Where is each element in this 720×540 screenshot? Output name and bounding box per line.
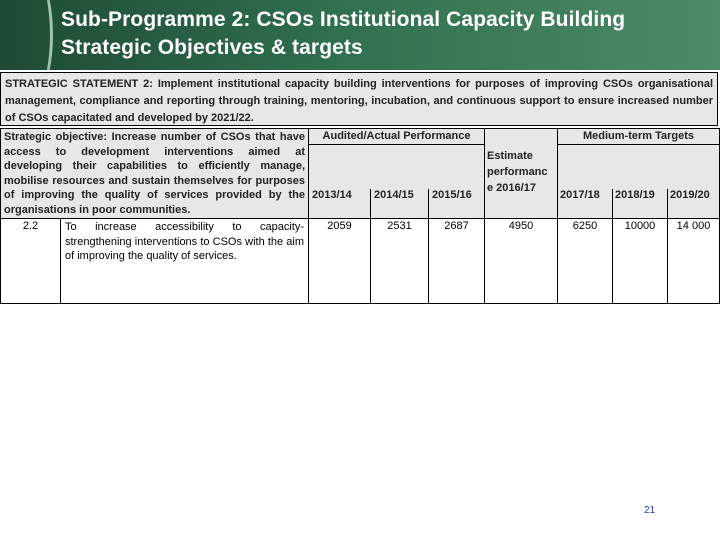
value-2019-20: 14 000 xyxy=(668,219,720,304)
value-2014-15: 2531 xyxy=(371,219,429,304)
targets-table xyxy=(0,128,720,304)
medium-spacer xyxy=(558,145,720,189)
year-2013-14: 2013/14 xyxy=(309,189,371,219)
strategic-statement: STRATEGIC STATEMENT 2: Implement institutional capacity building interventions for purposes of improving CSOs organisational management, compliance and reporting through training, mentoring, incubation, and continuous support to ensure increased number of CSOs capacitated and developed by 2021/22. xyxy=(0,72,718,126)
slide-title xyxy=(61,6,625,62)
value-2013-14: 2059 xyxy=(309,219,371,304)
slide-title-line2: Strategic Objectives & targets xyxy=(61,36,363,59)
audited-spacer xyxy=(309,145,485,189)
table-row xyxy=(1,219,720,304)
medium-term-header: Medium-term Targets xyxy=(558,129,720,145)
value-2018-19: 10000 xyxy=(613,219,668,304)
row-description: To increase accessibility to capacity-strengthening interventions to CSOs with the aim of improving the quality of services. xyxy=(61,219,309,304)
slide-title-line1: Sub-Programme 2: CSOs Institutional Capacity Building xyxy=(61,8,626,31)
year-2019-20: 2019/20 xyxy=(668,189,720,219)
value-estimate-2016-17: 4950 xyxy=(485,219,558,304)
audited-performance-header: Audited/Actual Performance xyxy=(309,129,485,145)
value-2015-16: 2687 xyxy=(429,219,485,304)
strategic-objective-cell: Strategic objective: Increase number of CSOs that have access to development interventions aimed at developing their capabilities to efficiently manage, mobilise resources and sustain themselves for purposes of improving the quality of services provided by the organisations in poor communities. xyxy=(1,129,309,219)
title-banner xyxy=(0,0,720,70)
page-number: 21 xyxy=(644,505,656,516)
banner-curve-decoration xyxy=(0,0,53,70)
year-2015-16: 2015/16 xyxy=(429,189,485,219)
estimate-header: Estimate performanc e 2016/17 xyxy=(485,129,558,219)
year-2018-19: 2018/19 xyxy=(613,189,668,219)
value-2017-18: 6250 xyxy=(558,219,613,304)
row-number: 2.2 xyxy=(1,219,61,304)
year-2017-18: 2017/18 xyxy=(558,189,613,219)
year-2014-15: 2014/15 xyxy=(371,189,429,219)
